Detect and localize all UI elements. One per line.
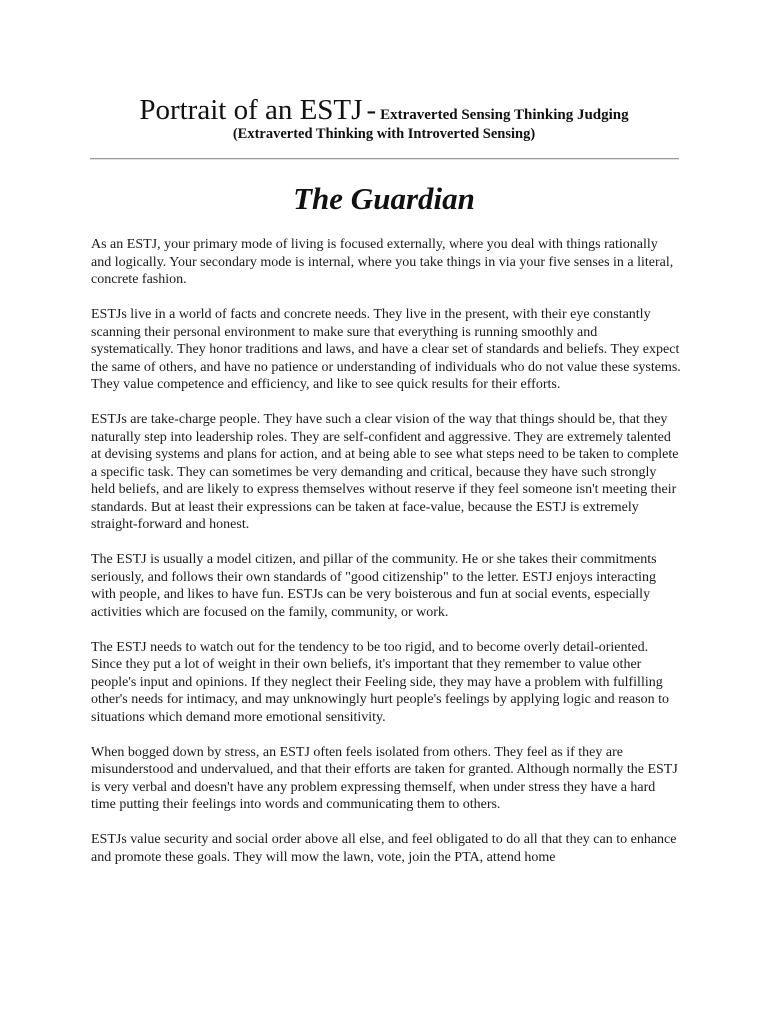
paragraph: As an ESTJ, your primary mode of living is focused externally, where you deal with things rationally and logically. Your secondary mode is internal, where you take things in via your five senses in a literal, concrete fashion.: [91, 237, 674, 287]
paragraph: ESTJs live in a world of facts and concrete needs. They live in the present, with their eye constantly scanning their personal environment to make sure that everything is running smoothly and systematically. They honor traditions and laws, and have a clear set of standards and beliefs. They expect the same of others, and have no patience or understanding of individuals who do not value these systems. They value competence and efficiency, and like to see quick results for their efforts.: [91, 307, 681, 392]
title-dash: -: [366, 94, 377, 126]
document-subtitle: (Extraverted Thinking with Introverted Sensing): [232, 126, 536, 142]
horizontal-rule: [90, 158, 679, 160]
document-title: [0, 94, 768, 127]
title-main: Portrait of an ESTJ: [139, 94, 363, 126]
section-heading: The Guardian: [293, 181, 475, 216]
body-text: [91, 236, 681, 884]
paragraph: The ESTJ is usually a model citizen, and pillar of the community. He or she takes their commitments seriously, and follows their own standards of "good citizenship" to the letter. ESTJ enjoys interacting with people, and likes to have fun. ESTJs can be very boisterous and fun at social events, especially activities which are focused on the family, community, or work.: [91, 552, 657, 620]
paragraph: When bogged down by stress, an ESTJ often feels isolated from others. They feel as if they are misunderstood and undervalued, and that their efforts are taken for granted. Although normally the ESTJ is very verbal and doesn't have any problem expressing themself, when under stress they have a hard time putting their feelings into words and communicating them to others.: [91, 744, 678, 812]
paragraph: The ESTJ needs to watch out for the tendency to be too rigid, and to become overly detail-oriented. Since they put a lot of weight in their own beliefs, it's important that they remember to value other people's input and opinions. If they neglect their Feeling side, they may have a problem with fulfilling other's needs for intimacy, and may unknowingly hurt people's feelings by applying logic and reason to situations which demand more emotional sensitivity.: [91, 639, 670, 725]
paragraph: ESTJs are take-charge people. They have such a clear vision of the way that things should be, that they naturally step into leadership roles. They are self-confident and aggressive. They are extremely talented at devising systems and plans for action, and at being able to see what steps need to be taken to complete a specific task. They can sometimes be very demanding and critical, because they have such strongly held beliefs, and are likely to express themselves without reserve if they feel someone isn't meeting their standards. But at least their expressions can be taken at face-value, because the ESTJ is extremely straight-forward and honest.: [91, 412, 679, 532]
paragraph: ESTJs value security and social order above all else, and feel obligated to do all that they can to enhance and promote these goals. They will mow the lawn, vote, join the PTA, attend home: [91, 832, 677, 865]
title-type-description: Extraverted Sensing Thinking Judging: [380, 107, 629, 123]
